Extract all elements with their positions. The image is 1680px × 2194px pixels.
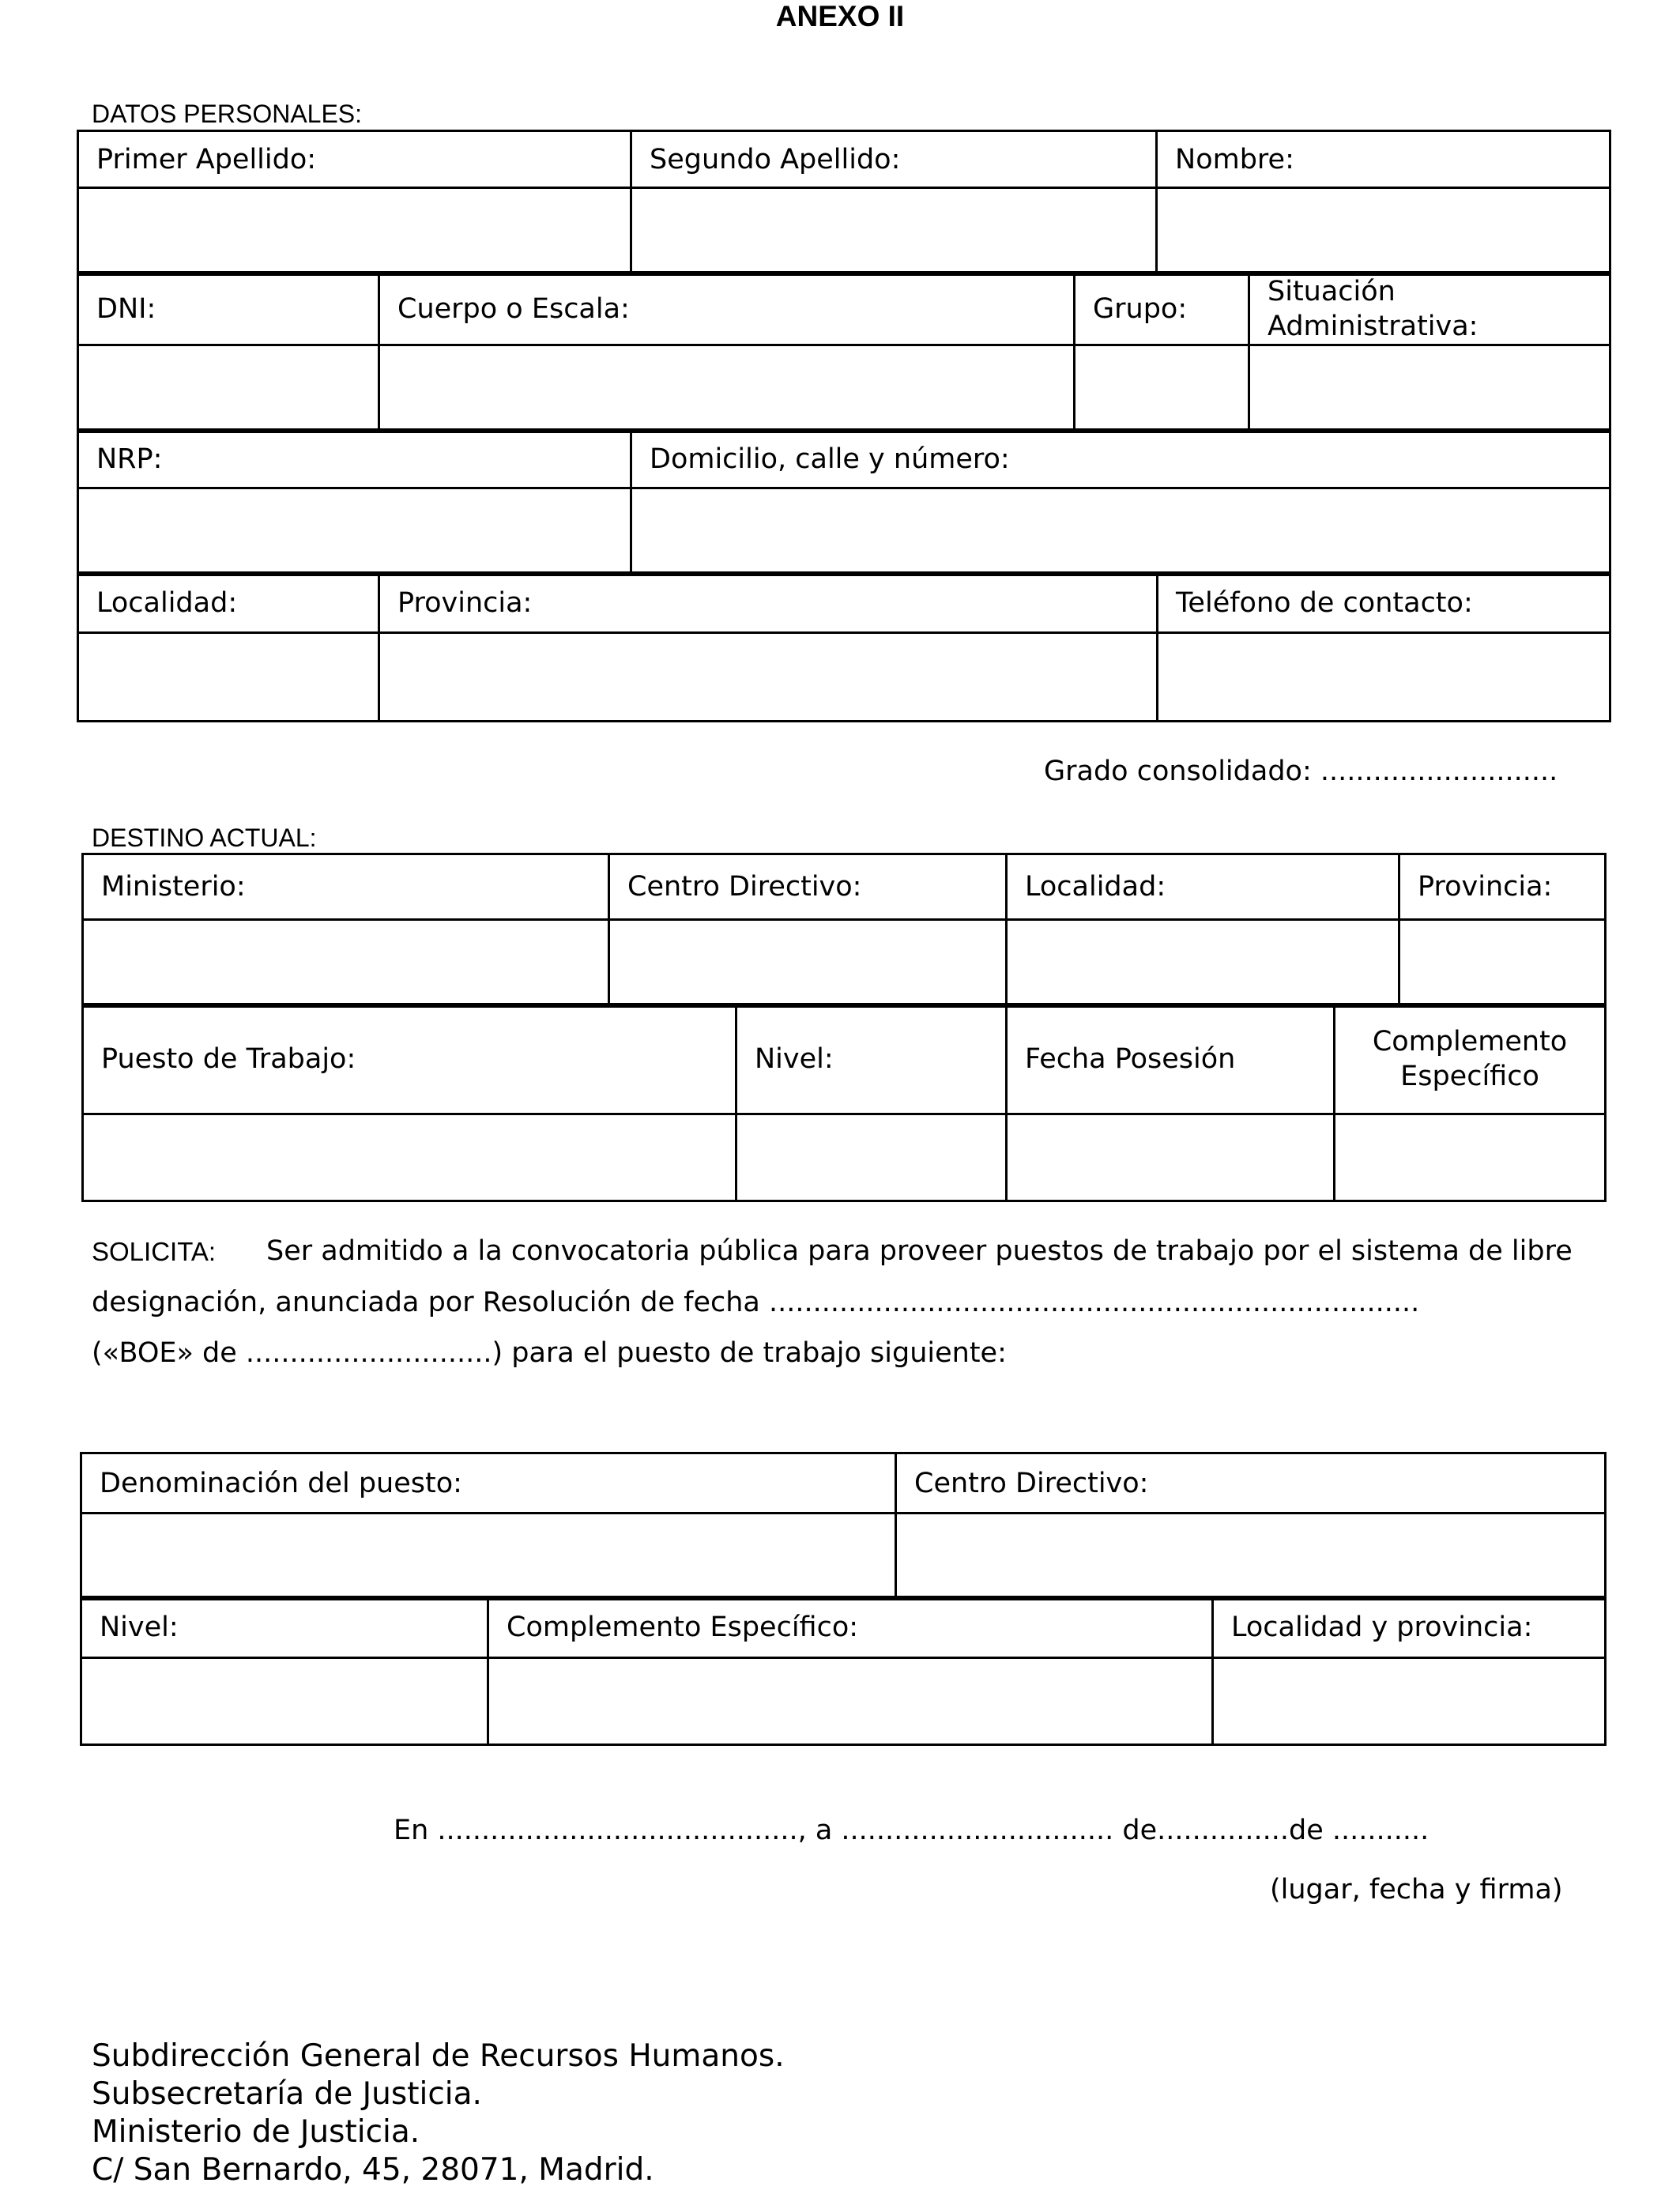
address-line-4: C/ San Bernardo, 45, 28071, Madrid.: [92, 2152, 654, 2188]
centro-directivo-label: Centro Directivo:: [609, 854, 1007, 920]
ministerio-field[interactable]: [83, 920, 609, 1007]
nrp-label: NRP:: [78, 430, 631, 488]
fecha-posesion-field[interactable]: [1007, 1114, 1335, 1201]
centro-directivo-field[interactable]: [896, 1514, 1606, 1600]
address-line-1: Subdirección General de Recursos Humanos.: [92, 2038, 785, 2074]
domicilio-label: Domicilio, calle y número:: [631, 430, 1610, 488]
provincia-field[interactable]: [1399, 920, 1606, 1007]
localidad-provincia-label: Localidad y provincia:: [1213, 1597, 1606, 1658]
puesto-solicitado-table: [80, 1452, 1607, 1600]
datos-personales-heading: DATOS PERSONALES:: [92, 100, 363, 128]
complemento-especifico-field[interactable]: [488, 1658, 1213, 1745]
provincia-label: Provincia:: [379, 573, 1158, 633]
page-title: ANEXO II: [775, 0, 905, 32]
fecha-posesion-label: Fecha Posesión: [1007, 1005, 1335, 1114]
denominacion-puesto-field[interactable]: [81, 1514, 896, 1600]
address-block: [92, 2038, 785, 2189]
dni-field[interactable]: [78, 345, 379, 432]
puesto-trabajo-label: Puesto de Trabajo:: [83, 1005, 736, 1114]
localidad-label: Localidad:: [78, 573, 379, 633]
localidad-provincia-field[interactable]: [1213, 1658, 1606, 1745]
centro-directivo-field[interactable]: [609, 920, 1007, 1007]
nivel-label: Nivel:: [81, 1597, 488, 1658]
complemento-especifico-label: Complemento Específico: [1335, 1005, 1606, 1114]
centro-directivo-label: Centro Directivo:: [896, 1453, 1606, 1514]
localidad-field[interactable]: [78, 633, 379, 722]
destino-actual-heading: DESTINO ACTUAL:: [92, 824, 317, 852]
grupo-field[interactable]: [1075, 345, 1249, 432]
grado-consolidado: Grado consolidado: ...........................: [1044, 756, 1558, 787]
localidad-field[interactable]: [1007, 920, 1399, 1007]
nivel-field[interactable]: [81, 1658, 488, 1745]
datos-personales-table-2: [77, 271, 1611, 433]
denominacion-puesto-label: Denominación del puesto:: [81, 1453, 896, 1514]
nrp-field[interactable]: [78, 488, 631, 575]
grupo-label: Grupo:: [1075, 273, 1249, 345]
situacion-administrativa-label: Situación Administrativa:: [1249, 273, 1610, 345]
cuerpo-escala-field[interactable]: [379, 345, 1075, 432]
cuerpo-escala-label: Cuerpo o Escala:: [379, 273, 1075, 345]
address-line-2: Subsecretaría de Justicia.: [92, 2076, 482, 2112]
telefono-label: Teléfono de contacto:: [1158, 573, 1610, 633]
provincia-label: Provincia:: [1399, 854, 1606, 920]
address-line-3: Ministerio de Justicia.: [92, 2114, 420, 2150]
situacion-administrativa-field[interactable]: [1249, 345, 1610, 432]
firma-line: En ........................................., a ............................... de...............de ...........: [394, 1815, 1430, 1846]
puesto-solicitado-table-2: [80, 1596, 1607, 1746]
telefono-field[interactable]: [1158, 633, 1610, 722]
ministerio-label: Ministerio:: [83, 854, 609, 920]
primer-apellido-field[interactable]: [78, 188, 631, 275]
puesto-trabajo-field[interactable]: [83, 1114, 736, 1201]
segundo-apellido-label: Segundo Apellido:: [631, 131, 1157, 188]
firma-note: (lugar, fecha y firma): [1270, 1874, 1563, 1906]
segundo-apellido-field[interactable]: [631, 188, 1157, 275]
solicita-line-2: designación, anunciada por Resolución de fecha ..........................................................................: [92, 1287, 1420, 1318]
destino-actual-table-2: [81, 1003, 1607, 1202]
complemento-especifico-label: Complemento Específico:: [488, 1597, 1213, 1658]
nivel-label: Nivel:: [736, 1005, 1007, 1114]
solicita-line-3: («BOE» de ............................) para el puesto de trabajo siguiente:: [92, 1337, 1007, 1369]
datos-personales-table-3: [77, 428, 1611, 576]
dni-label: DNI:: [78, 273, 379, 345]
nombre-field[interactable]: [1157, 188, 1610, 275]
domicilio-field[interactable]: [631, 488, 1610, 575]
provincia-field[interactable]: [379, 633, 1158, 722]
nombre-label: Nombre:: [1157, 131, 1610, 188]
localidad-label: Localidad:: [1007, 854, 1399, 920]
destino-actual-table: [81, 853, 1607, 1008]
nivel-field[interactable]: [736, 1114, 1007, 1201]
complemento-especifico-field[interactable]: [1335, 1114, 1606, 1201]
solicita-line-1: Ser admitido a la convocatoria pública para proveer puestos de trabajo por el sistema de libre: [266, 1235, 1573, 1267]
solicita-label: SOLICITA:: [92, 1237, 217, 1266]
datos-personales-table: [77, 130, 1611, 276]
datos-personales-table-4: [77, 571, 1611, 722]
primer-apellido-label: Primer Apellido:: [78, 131, 631, 188]
